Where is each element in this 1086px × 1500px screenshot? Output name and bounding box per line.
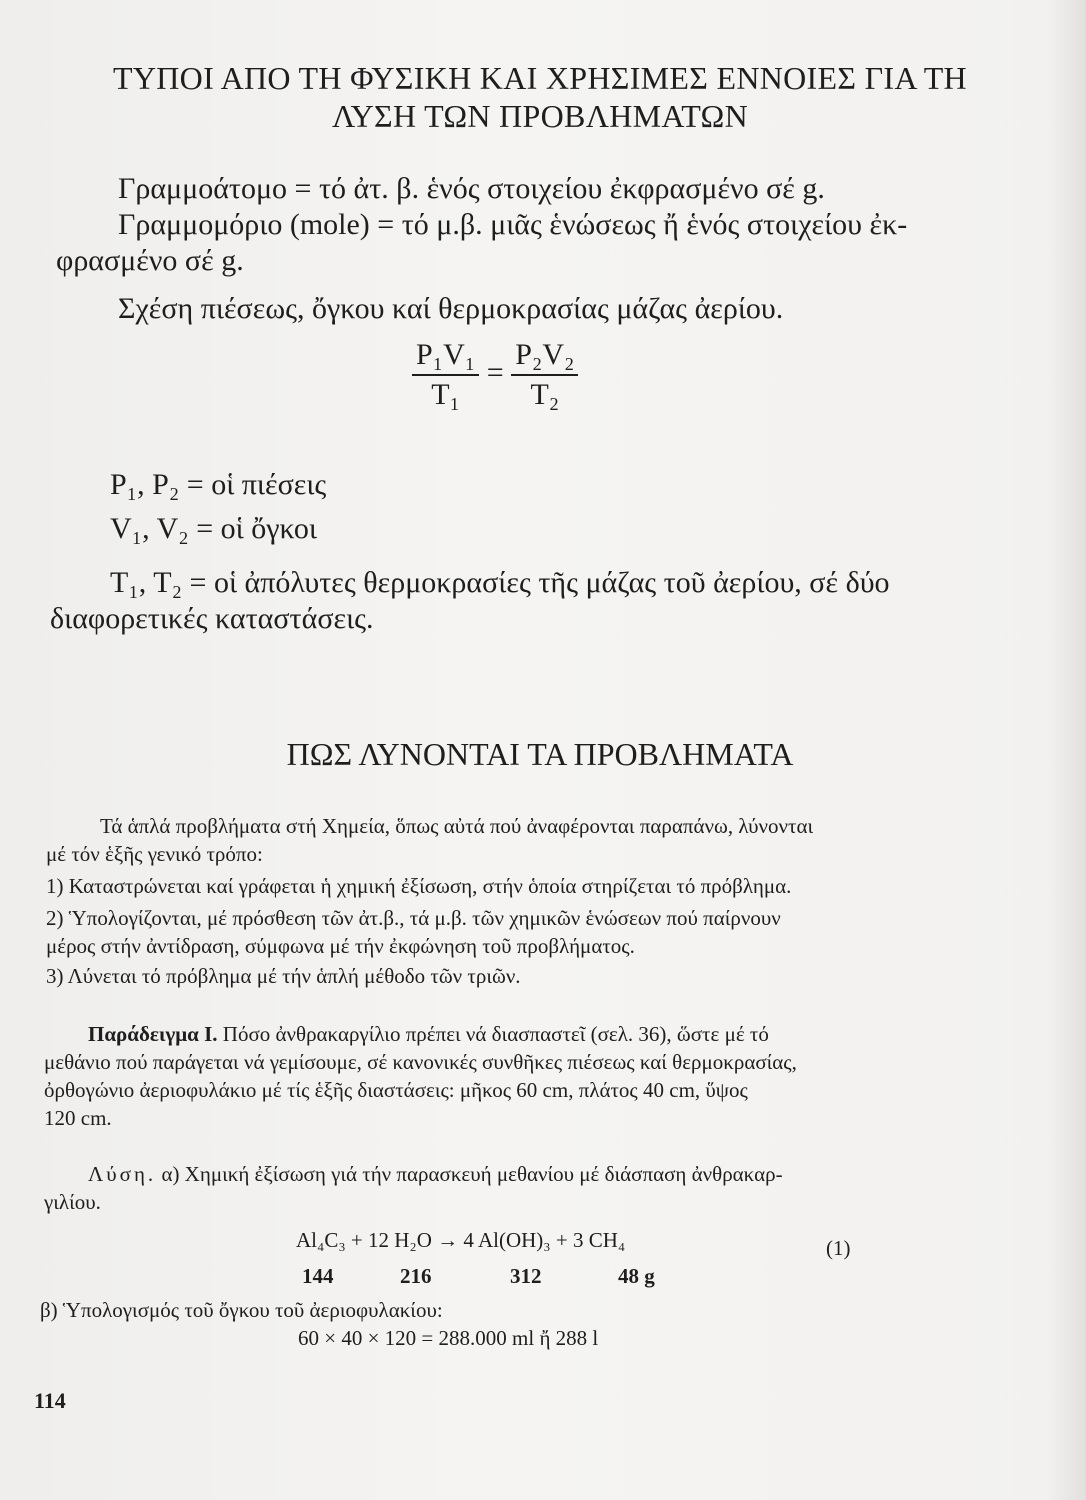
method-intro-line-2: μέ τόν ἑξῆς γενικό τρόπο: [46,842,263,866]
pressures-definition: P₁, P₂ = οἱ πιέσεις [110,468,327,501]
example-line-4: 120 cm. [44,1106,112,1130]
fraction-right [511,336,578,414]
gas-law-formula [412,336,578,414]
temperatures-definition-line-1: T₁, T₂ = οἱ ἀπόλυτες θερμοκρασίες τῆς μάζας τοῦ ἀερίου, σέ δύο [110,566,890,599]
volume-calculation: 60 × 40 × 120 = 288.000 ml ἤ 288 l [298,1326,599,1350]
example-line-3: ὀρθογώνιο ἀεριοφυλάκιο μέ τίς ἑξῆς διαστάσεις: μῆκος 60 cm, πλάτος 40 cm, ὕψος [44,1078,748,1102]
mole-definition-line-2: φρασμένο σέ g. [56,244,244,277]
page-edge-shadow [1046,0,1086,1500]
method-step-2-line-2: μέρος στήν ἀντίδραση, σύμφωνα μέ τήν ἐκφώνηση τοῦ προβλήματος. [46,934,635,958]
title-line-2: ΛΥΣΗ ΤΩΝ ΠΡΟΒΛΗΜΑΤΩΝ [331,98,749,134]
title-line-1: ΤΥΠΟΙ ΑΠΟ ΤΗ ΦΥΣΙΚΗ ΚΑΙ ΧΡΗΣΙΜΕΣ ΕΝΝΟΙΕΣ ΓΙΑ ΤΗ [113,60,967,96]
section-title: ΠΩΣ ΛΥΝΟΝΤΑΙ ΤΑ ΠΡΟΒΛΗΜΑΤΑ [286,736,794,772]
method-intro-line-1: Τά ἁπλά προβλήματα στή Χημεία, ὅπως αὐτά πού ἀναφέρονται παραπάνω, λύνονται [100,814,814,838]
method-step-2-line-1: 2) Ὑπολογίζονται, μέ πρόσθεση τῶν ἀτ.β., τά μ.β. τῶν χημικῶν ἑνώσεων πού παίρνουν [46,906,781,930]
gram-atom-definition: Γραμμοάτομο = τό ἀτ. β. ἑνός στοιχείου ἐκφρασμένο σέ g. [118,172,825,205]
fraction-left [412,336,479,414]
solution-a-line-1 [88,1160,783,1188]
volumes-definition: V₁, V₂ = οἱ ὄγκοι [110,512,317,545]
formula-equals: = [486,355,504,389]
formula-denominator-right: T₂ [530,378,560,411]
equation-number: (1) [826,1236,851,1260]
solution-a-line-2: γιλίου. [44,1190,101,1214]
mass-h2o: 216 [400,1264,432,1288]
formula-numerator-right: P₂V₂ [511,336,578,376]
solution-label: Λύση. [88,1162,157,1186]
solution-a-text: α) Χημική ἐξίσωση γιά τήν παρασκευή μεθανίου μέ διάσπαση ἀνθρακαρ- [156,1162,783,1186]
example-label: Παράδειγμα Ι. [88,1022,218,1046]
mass-ch4: 48 g [618,1264,655,1288]
mass-aloh3: 312 [510,1264,542,1288]
page-number: 114 [34,1388,66,1413]
chemical-equation: Al₄C₃ + 12 H₂O → 4 Al(OH)₃ + 3 CH₄ [296,1228,626,1252]
example-line-2: μεθάνιο πού παράγεται νά γεμίσουμε, σέ κανονικές συνθῆκες πιέσεως καί θερμοκρασίας, [44,1050,797,1074]
example-line-1 [88,1020,769,1048]
method-step-3: 3) Λύνεται τό πρόβλημα μέ τήν ἁπλή μέθοδο τῶν τριῶν. [46,964,521,988]
mole-definition-line-1: Γραμμομόριο (mole) = τό μ.β. μιᾶς ἑνώσεως ἤ ἑνός στοιχείου ἐκ- [118,208,908,241]
formula-denominator-left: T₁ [431,378,461,411]
method-step-1: 1) Καταστρώνεται καί γράφεται ἡ χημική ἐξίσωση, στήν ὁποία στηρίζεται τό πρόβλημα. [46,874,792,898]
temperatures-definition-line-2: διαφορετικές καταστάσεις. [50,602,374,635]
mass-al4c3: 144 [302,1264,334,1288]
formula-numerator-left: P₁V₁ [412,336,479,376]
example-text-1: Πόσο ἀνθρακαργίλιο πρέπει νά διασπαστεῖ (σελ. 36), ὥστε μέ τό [217,1022,769,1046]
gas-relation-heading: Σχέση πιέσεως, ὄγκου καί θερμοκρασίας μάζας ἀερίου. [118,292,784,325]
solution-b: β) Ὑπολογισμός τοῦ ὄγκου τοῦ ἀεριοφυλακίου: [40,1298,443,1322]
